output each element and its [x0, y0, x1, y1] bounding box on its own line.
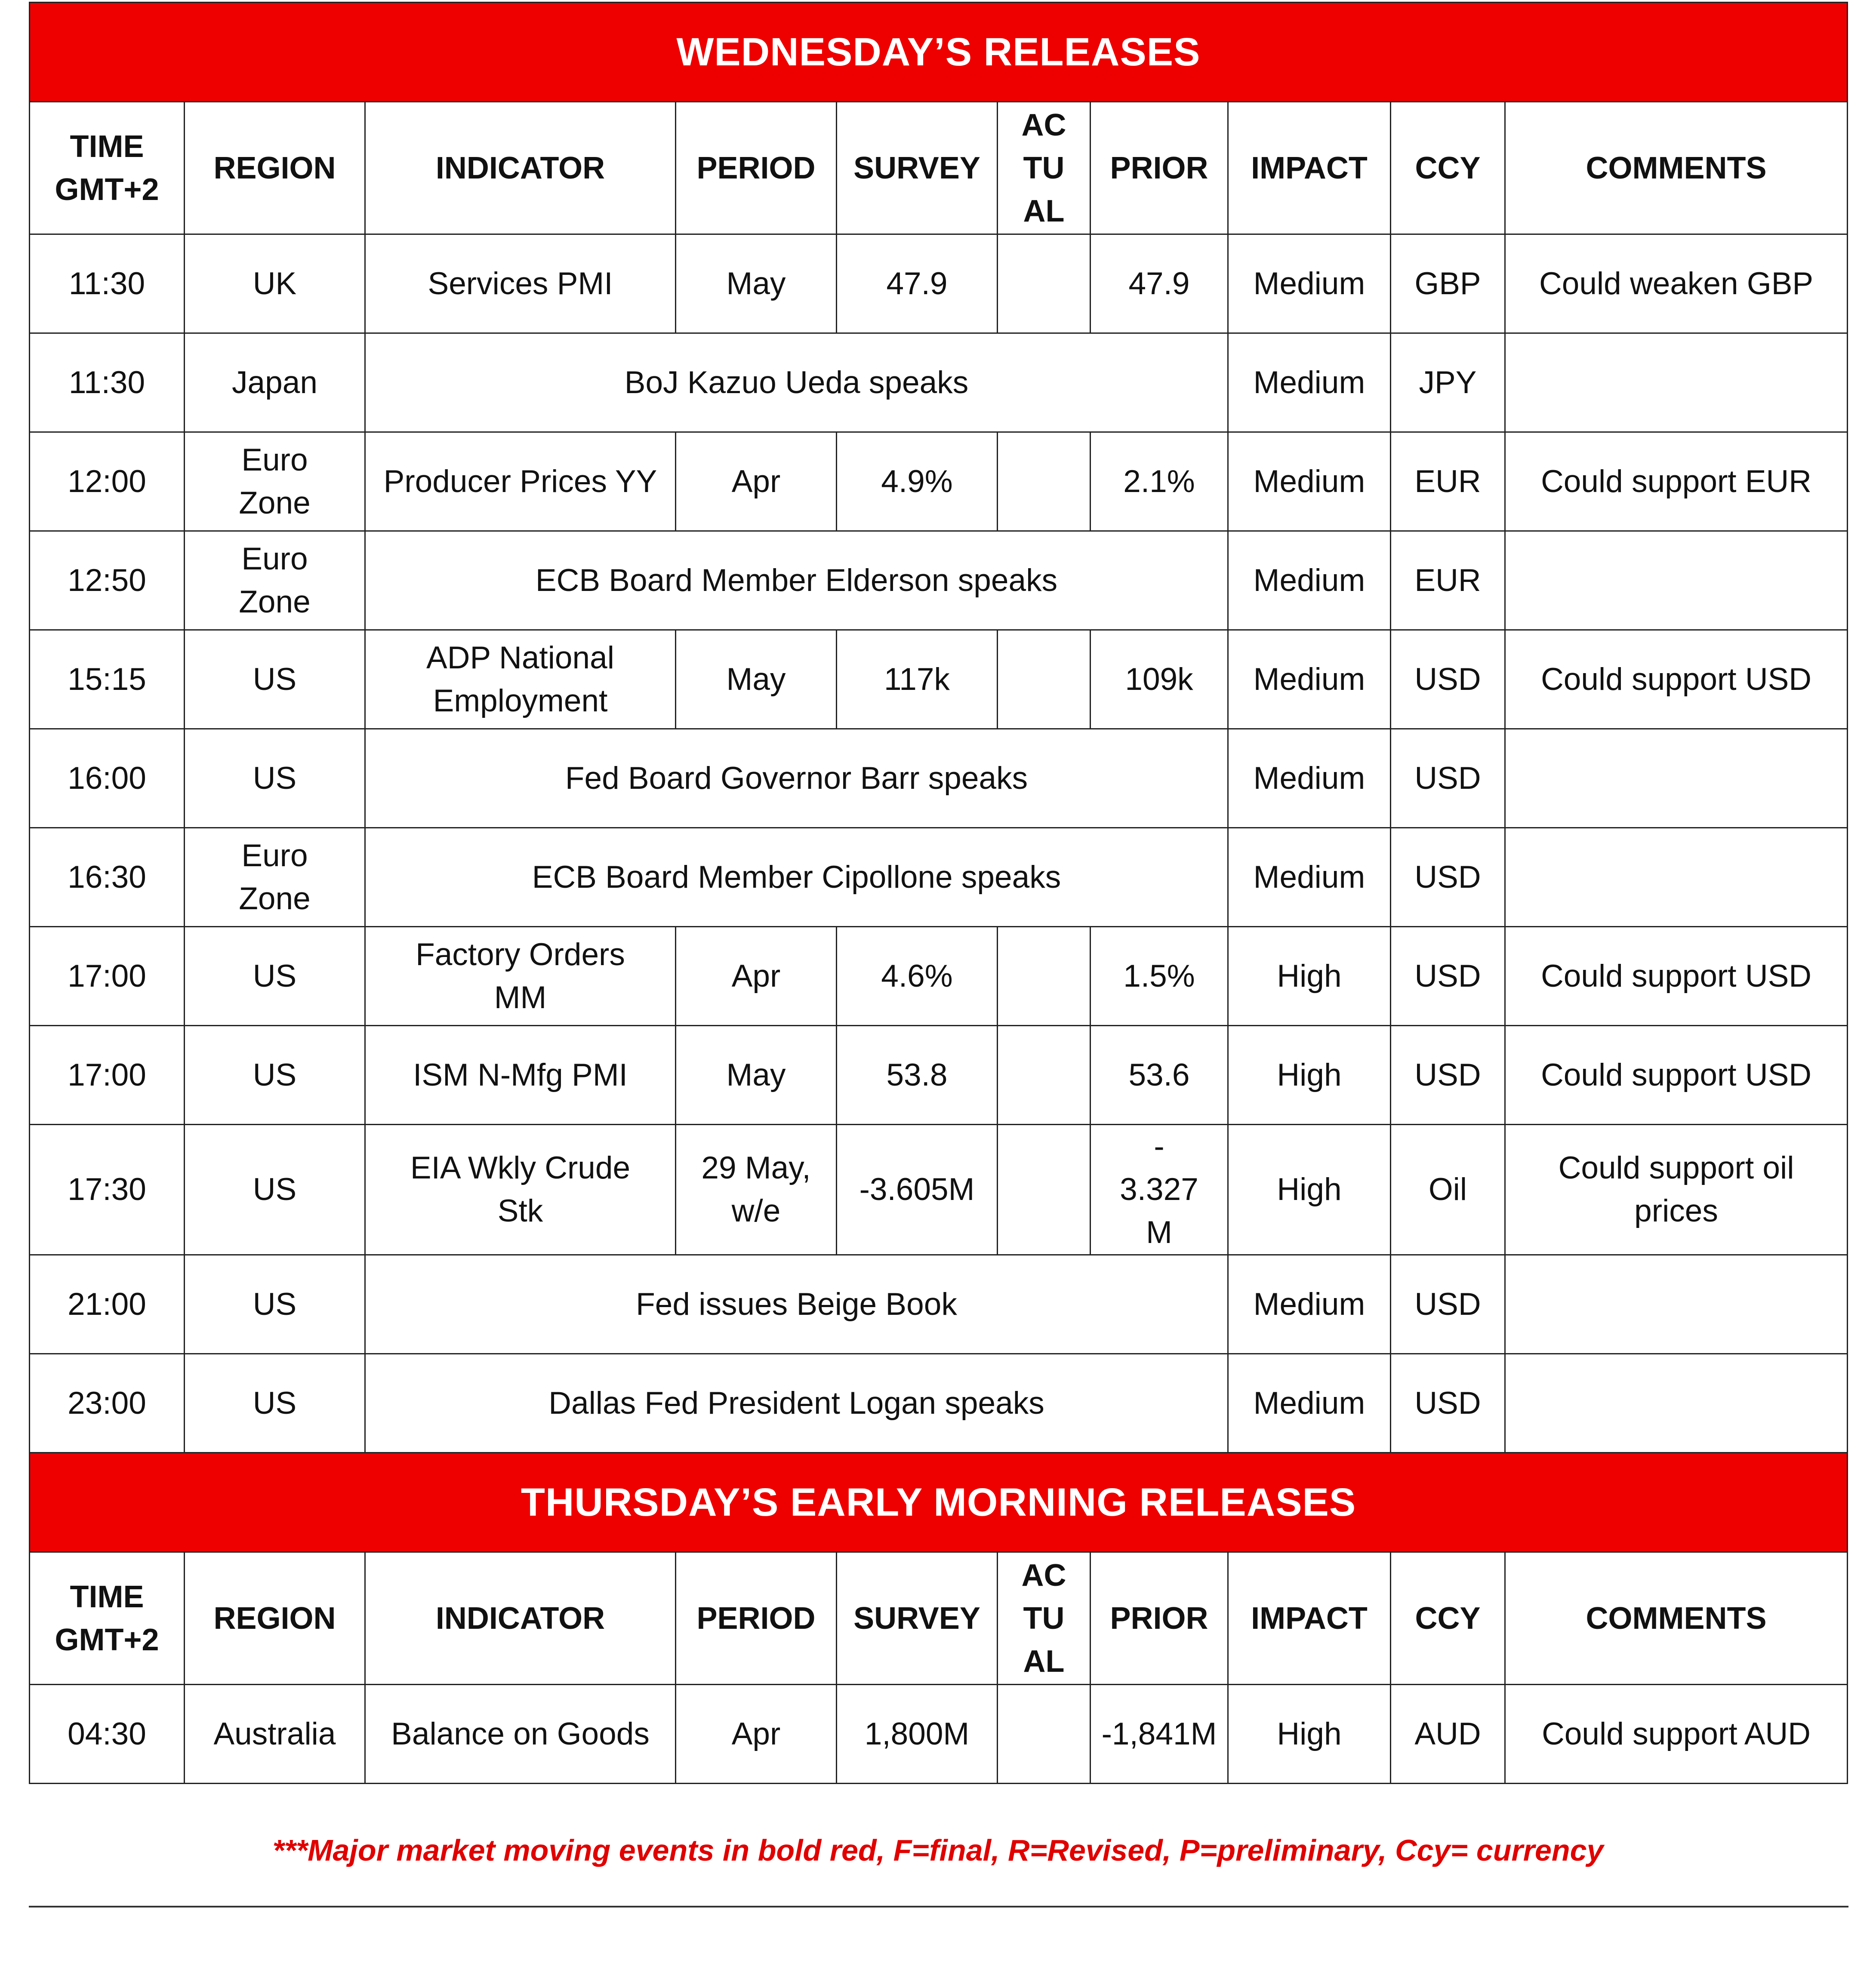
region-cell: US [185, 729, 365, 828]
prior-cell: -1,841M [1090, 1685, 1228, 1784]
impact-cell: Medium [1228, 333, 1391, 432]
impact-cell: Medium [1228, 630, 1391, 729]
table-row [30, 1685, 1848, 1784]
ccy-cell: USD [1391, 1255, 1505, 1354]
ccy-cell: USD [1391, 729, 1505, 828]
impact-cell: High [1228, 1685, 1391, 1784]
survey-cell: 117k [837, 630, 998, 729]
column-header-region: REGION [185, 102, 365, 234]
comments-cell: Could support EUR [1505, 432, 1848, 531]
indicator-cell: Services PMI [365, 234, 676, 333]
period-cell: Apr [676, 432, 837, 531]
prior-cell: 1.5% [1090, 927, 1228, 1026]
region-cell: Euro Zone [185, 432, 365, 531]
region-cell: US [185, 1354, 365, 1453]
survey-cell: 1,800M [837, 1685, 998, 1784]
column-header-region: REGION [185, 1552, 365, 1685]
period-cell: May [676, 630, 837, 729]
column-header-prior: PRIOR [1090, 1552, 1228, 1685]
column-header-survey: SURVEY [837, 102, 998, 234]
period-cell: 29 May, w/e [676, 1125, 837, 1255]
event-cell: Fed issues Beige Book [365, 1255, 1228, 1354]
wednesday-header-row [30, 102, 1848, 234]
bottom-divider [29, 1906, 1848, 1907]
comments-cell [1505, 1354, 1848, 1453]
column-header-actual: AC TU AL [998, 1552, 1090, 1685]
time-cell: 21:00 [30, 1255, 185, 1354]
comments-cell: Could weaken GBP [1505, 234, 1848, 333]
actual-cell [998, 630, 1090, 729]
survey-cell: -3.605M [837, 1125, 998, 1255]
event-cell: ECB Board Member Elderson speaks [365, 531, 1228, 630]
column-header-comments: COMMENTS [1505, 1552, 1848, 1685]
prior-cell: 109k [1090, 630, 1228, 729]
event-cell: ECB Board Member Cipollone speaks [365, 828, 1228, 927]
thursday-banner-row [30, 1453, 1848, 1552]
comments-cell: Could support oil prices [1505, 1125, 1848, 1255]
column-header-indicator: INDICATOR [365, 102, 676, 234]
column-header-survey: SURVEY [837, 1552, 998, 1685]
actual-cell [998, 1685, 1090, 1784]
impact-cell: Medium [1228, 1354, 1391, 1453]
table-row [30, 1255, 1848, 1354]
event-cell: Fed Board Governor Barr speaks [365, 729, 1228, 828]
column-header-time: TIME GMT+2 [30, 1552, 185, 1685]
impact-cell: High [1228, 1125, 1391, 1255]
releases-table [29, 2, 1848, 1784]
comments-cell [1505, 729, 1848, 828]
comments-cell: Could support USD [1505, 630, 1848, 729]
impact-cell: Medium [1228, 432, 1391, 531]
region-cell: Euro Zone [185, 531, 365, 630]
ccy-cell: USD [1391, 1354, 1505, 1453]
survey-cell: 47.9 [837, 234, 998, 333]
column-header-ccy: CCY [1391, 1552, 1505, 1685]
actual-cell [998, 432, 1090, 531]
survey-cell: 53.8 [837, 1026, 998, 1125]
time-cell: 04:30 [30, 1685, 185, 1784]
impact-cell: Medium [1228, 729, 1391, 828]
table-row [30, 630, 1848, 729]
table-row [30, 1125, 1848, 1255]
period-cell: May [676, 1026, 837, 1125]
indicator-cell: Factory Orders MM [365, 927, 676, 1026]
prior-cell: 47.9 [1090, 234, 1228, 333]
time-cell: 12:00 [30, 432, 185, 531]
region-cell: Euro Zone [185, 828, 365, 927]
impact-cell: Medium [1228, 531, 1391, 630]
column-header-actual: AC TU AL [998, 102, 1090, 234]
comments-cell: Could support AUD [1505, 1685, 1848, 1784]
thursday-section-title: THURSDAY’S EARLY MORNING RELEASES [30, 1453, 1848, 1552]
table-row [30, 234, 1848, 333]
column-header-impact: IMPACT [1228, 1552, 1391, 1685]
ccy-cell: USD [1391, 630, 1505, 729]
impact-cell: High [1228, 1026, 1391, 1125]
time-cell: 16:30 [30, 828, 185, 927]
table-row [30, 828, 1848, 927]
thursday-header-row [30, 1552, 1848, 1685]
time-cell: 17:00 [30, 1026, 185, 1125]
region-cell: US [185, 1026, 365, 1125]
event-cell: BoJ Kazuo Ueda speaks [365, 333, 1228, 432]
impact-cell: Medium [1228, 1255, 1391, 1354]
table-row [30, 531, 1848, 630]
region-cell: US [185, 927, 365, 1026]
table-row [30, 333, 1848, 432]
footnote: ***Major market moving events in bold red, F=final, R=Revised, P=preliminary, Ccy= currency [272, 1834, 1604, 1867]
comments-cell [1505, 333, 1848, 432]
indicator-cell: ISM N-Mfg PMI [365, 1026, 676, 1125]
time-cell: 17:00 [30, 927, 185, 1026]
ccy-cell: USD [1391, 1026, 1505, 1125]
ccy-cell: GBP [1391, 234, 1505, 333]
impact-cell: High [1228, 927, 1391, 1026]
region-cell: US [185, 1255, 365, 1354]
comments-cell [1505, 828, 1848, 927]
region-cell: US [185, 630, 365, 729]
region-cell: Japan [185, 333, 365, 432]
table-row [30, 432, 1848, 531]
indicator-cell: ADP National Employment [365, 630, 676, 729]
time-cell: 15:15 [30, 630, 185, 729]
prior-cell: - 3.327 M [1090, 1125, 1228, 1255]
ccy-cell: USD [1391, 828, 1505, 927]
survey-cell: 4.6% [837, 927, 998, 1026]
ccy-cell: JPY [1391, 333, 1505, 432]
column-header-indicator: INDICATOR [365, 1552, 676, 1685]
wednesday-section-title: WEDNESDAY’S RELEASES [30, 3, 1848, 102]
column-header-impact: IMPACT [1228, 102, 1391, 234]
prior-cell: 53.6 [1090, 1026, 1228, 1125]
table-row [30, 927, 1848, 1026]
region-cell: Australia [185, 1685, 365, 1784]
indicator-cell: Balance on Goods [365, 1685, 676, 1784]
column-header-ccy: CCY [1391, 102, 1505, 234]
comments-cell: Could support USD [1505, 1026, 1848, 1125]
actual-cell [998, 1125, 1090, 1255]
comments-cell [1505, 531, 1848, 630]
survey-cell: 4.9% [837, 432, 998, 531]
region-cell: US [185, 1125, 365, 1255]
wednesday-banner-row [30, 3, 1848, 102]
actual-cell [998, 234, 1090, 333]
actual-cell [998, 927, 1090, 1026]
actual-cell [998, 1026, 1090, 1125]
time-cell: 12:50 [30, 531, 185, 630]
column-header-prior: PRIOR [1090, 102, 1228, 234]
ccy-cell: EUR [1391, 531, 1505, 630]
region-cell: UK [185, 234, 365, 333]
table-row [30, 729, 1848, 828]
period-cell: Apr [676, 927, 837, 1026]
ccy-cell: USD [1391, 927, 1505, 1026]
impact-cell: Medium [1228, 234, 1391, 333]
period-cell: Apr [676, 1685, 837, 1784]
ccy-cell: AUD [1391, 1685, 1505, 1784]
comments-cell [1505, 1255, 1848, 1354]
period-cell: May [676, 234, 837, 333]
time-cell: 17:30 [30, 1125, 185, 1255]
column-header-time: TIME GMT+2 [30, 102, 185, 234]
event-cell: Dallas Fed President Logan speaks [365, 1354, 1228, 1453]
impact-cell: Medium [1228, 828, 1391, 927]
ccy-cell: Oil [1391, 1125, 1505, 1255]
comments-cell: Could support USD [1505, 927, 1848, 1026]
time-cell: 11:30 [30, 234, 185, 333]
column-header-comments: COMMENTS [1505, 102, 1848, 234]
table-row [30, 1354, 1848, 1453]
indicator-cell: Producer Prices YY [365, 432, 676, 531]
column-header-period: PERIOD [676, 1552, 837, 1685]
time-cell: 11:30 [30, 333, 185, 432]
table-row [30, 1026, 1848, 1125]
time-cell: 16:00 [30, 729, 185, 828]
indicator-cell: EIA Wkly Crude Stk [365, 1125, 676, 1255]
column-header-period: PERIOD [676, 102, 837, 234]
prior-cell: 2.1% [1090, 432, 1228, 531]
ccy-cell: EUR [1391, 432, 1505, 531]
time-cell: 23:00 [30, 1354, 185, 1453]
